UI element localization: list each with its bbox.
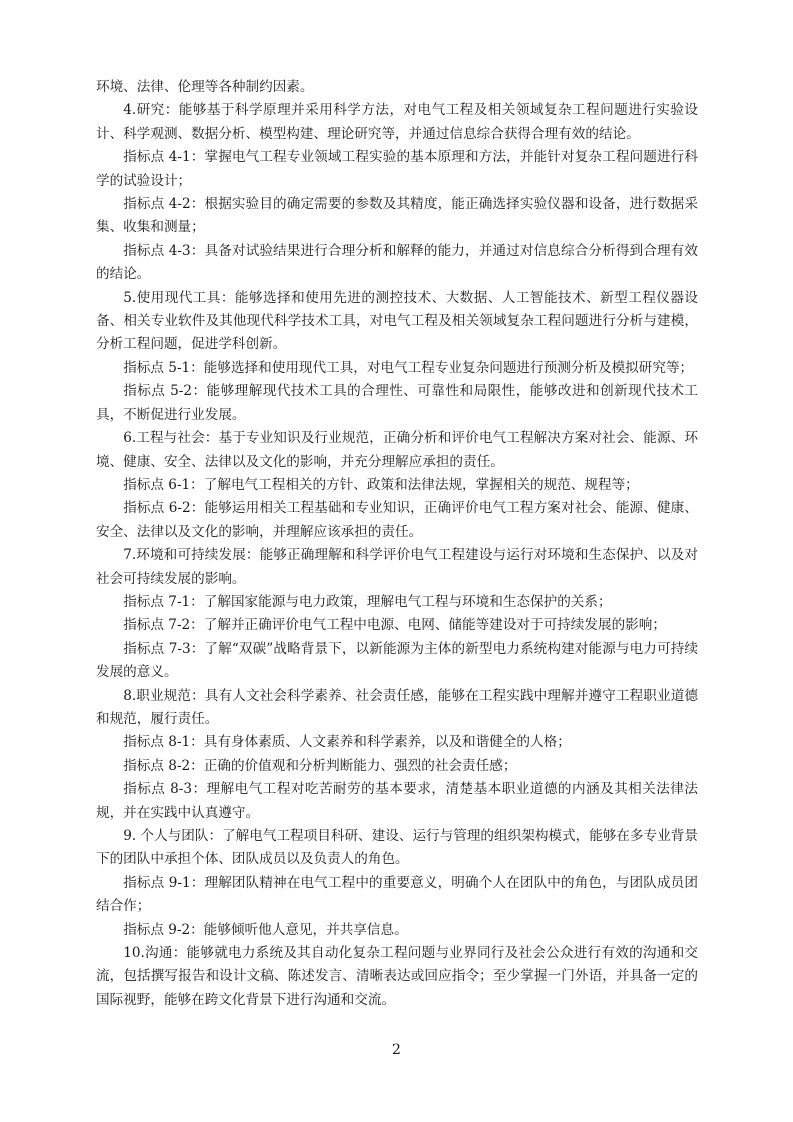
paragraph-indicator-7-3: 指标点 7-3：了解“双碳”战略背景下，以新能源为主体的新型电力系统构建对能源与电力可持续发展的意义。 [96,640,698,681]
paragraph-indicator-5-1: 指标点 5-1：能够选择和使用现代工具，对电气工程专业复杂问题进行预测分析及模拟研究等； [123,359,694,376]
paragraph-indicator-8-3: 指标点 8-3：理解电气工程对吃苦耐劳的基本要求，清楚基本职业道德的内涵及其相关法律法规，并在实践中认真遵守。 [96,781,698,821]
paragraph-indicator-9-1: 指标点 9-1：理解团队精神在电气工程中的重要意义，明确个人在团队中的角色，与团队成员团结合作； [96,874,698,915]
paragraph-item-4-research: 4.研究：能够基于科学原理并采用科学方法，对电气工程及相关领域复杂工程问题进行实验设计、科学观测、数据分析、模型构建、理论研究等，并通过信息综合获得合理有效的结论。 [96,102,698,142]
paragraph-indicator-6-2: 指标点 6-2：能够运用相关工程基础和专业知识，正确评价电气工程方案对社会、能源、健康、安全、法律以及文化的影响，并理解应该承担的责任。 [96,500,698,540]
paragraph-indicator-7-2: 指标点 7-2：了解并正确评价电气工程中电源、电网、储能等建设对于可持续发展的影响； [123,617,666,634]
paragraph-indicator-7-1: 指标点 7-1：了解国家能源与电力政策，理解电气工程与环境和生态保护的关系； [123,593,612,610]
document-body [96,76,698,1012]
paragraph-indicator-4-1: 指标点 4-1：掌握电气工程专业领域工程实验的基本原理和方法，并能针对复杂工程问题进行科学的试验设计； [96,149,698,189]
paragraph-indicator-4-3: 指标点 4-3：具备对试验结果进行合理分析和解释的能力，并通过对信息综合分析得到合理有效的结论。 [96,242,698,283]
paragraph-indicator-4-2: 指标点 4-2：根据实验目的确定需要的参数及其精度，能正确选择实验仪器和设备，进行数据采集、收集和测量； [96,196,698,236]
paragraph-indicator-6-1: 指标点 6-1：了解电气工程相关的方针、政策和法律法规，掌握相关的规范、规程等； [123,476,639,493]
paragraph-item-6-engineering-society: 6.工程与社会：基于专业知识及行业规范，正确分析和评价电气工程解决方案对社会、能源、环境、健康、安全、法律以及文化的影响，并充分理解应承担的责任。 [96,430,698,470]
paragraph-item-10-communication: 10.沟通：能够就电力系统及其自动化复杂工程问题与业界同行及社会公众进行有效的沟通和交流，包括撰写报告和设计文稿、陈述发言、清晰表达或回应指令；至少掌握一门外语，并具备一定的国际视野，能够在跨文化背景下进行沟通和交流。 [96,945,698,1008]
paragraph-item-7-environment: 7.环境和可持续发展：能够正确理解和科学评价电气工程建设与运行对环境和生态保护、以及对社会可持续发展的影响。 [96,547,698,587]
paragraph-continuation: 环境、法律、伦理等各种制约因素。 [96,79,314,95]
page-number: 2 [392,1042,401,1058]
paragraph-item-8-professional-norms: 8.职业规范：具有人文社会科学素养、社会责任感，能够在工程实践中理解并遵守工程职业道德和规范，履行责任。 [96,687,698,727]
paragraph-indicator-8-2: 指标点 8-2：正确的价值观和分析判断能力、强烈的社会责任感； [123,757,517,774]
paragraph-item-5-modern-tools: 5.使用现代工具：能够选择和使用先进的测控技术、大数据、人工智能技术、新型工程仪器设备、相关专业软件及其他现代科学技术工具，对电气工程及相关领域复杂工程问题进行分析与建模，分析工程问题，促进学科创新。 [96,289,698,353]
paragraph-indicator-8-1: 指标点 8-1：具有身体素质、人文素养和科学素养，以及和谐健全的人格； [123,734,571,751]
paragraph-item-9-teamwork: 9. 个人与团队：了解电气工程项目科研、建设、运行与管理的组织架构模式，能够在多专业背景下的团队中承担个体、团队成员以及负责人的角色。 [96,828,698,868]
paragraph-indicator-5-2: 指标点 5-2：能够理解现代技术工具的合理性、可靠性和局限性，能够改进和创新现代技术工具，不断促进行业发展。 [96,383,698,423]
paragraph-indicator-9-2: 指标点 9-2：能够倾听他人意见，并共享信息。 [123,921,408,938]
